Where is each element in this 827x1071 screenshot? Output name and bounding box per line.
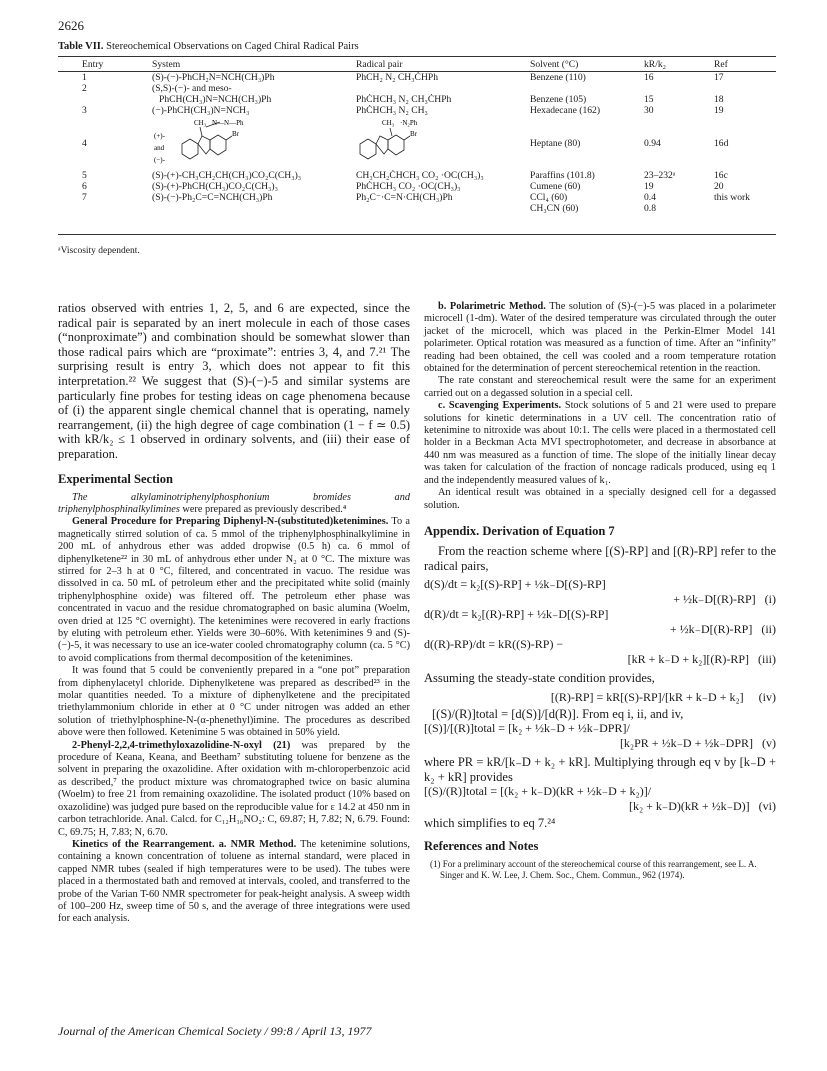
- svg-text:Br: Br: [410, 130, 417, 138]
- equation-i: d(S)/dt = k₂[(S)-RP] + ½k₋D[(S)-RP] + ½k₋D[(R)-RP] (i): [424, 577, 776, 607]
- svg-text:CH₃: CH₃: [382, 119, 395, 127]
- table-row: 7 (S)-(−)-Ph₂C=C=NCH(CH₃)Ph Ph₂C⁻·C=N·CH(CH₃)Ph CCl₄ (60) 0.4 this work: [82, 192, 750, 203]
- degassed-paragraph: The rate constant and stereochemical result were the same for an experiment carried out on a degassed solution in a special cell.: [424, 375, 776, 399]
- equation-ii: d(R)/dt = k₂[(R)-RP] + ½k₋D[(S)-RP] + ½k₋D[(R)-RP] (ii): [424, 607, 776, 637]
- svg-text:N—N—Ph: N—N—Ph: [212, 119, 244, 127]
- fluorenyl-radical-structure: [356, 116, 526, 170]
- table-bottom-rule: [58, 234, 776, 235]
- table-title: Stereochemical Observations on Caged Chiral Radical Pairs: [106, 41, 359, 52]
- simplifies-text: which simplifies to eq 7.²⁴: [424, 816, 556, 831]
- left-column: [58, 301, 410, 926]
- table-label: Table VII.: [58, 41, 104, 52]
- appendix-heading: Appendix. Derivation of Equation 7: [424, 523, 615, 538]
- table-header-row: [58, 57, 776, 72]
- col-entry: Entry: [58, 57, 152, 72]
- equation-iii: d((R)-RP)/dt = kR((S)-RP) − [kR + k₋D + k₂][(R)-RP] (iii): [424, 637, 776, 667]
- svg-text:Br: Br: [232, 130, 239, 138]
- page-number: 2626: [58, 18, 84, 33]
- discussion-paragraph: ratios observed with entries 1, 2, 5, and 6 are expected, since the radical pair is separated by an inert molecule in each of those cases (“nonproximate”) and combination should be somewhat slower than those radical pairs which are “proximate”: entries 3, 4, and 7.²¹ The surprising result is entry 3, which does not appear to fit this interpretation.²² We suggest that (S)-(−)-5 and similar systems are particularly fine probes for testing ideas on cage phenomena because of (i) the apparent single chemical channel that is operating, namely rearrangement, (ii) the high degree of cage combination (1 − f ≃ 0.5) with kR/k₂ ≤ 1 observed in ordinary solvents, and (iii) their ease of preparation.: [58, 301, 410, 461]
- svg-text:CH₃: CH₃: [194, 119, 207, 127]
- table-row: 5 (S)-(+)-CH₃CH₂CH(CH₃)CO₂C(CH₃)₃ CH₃CH₂ĊHCH₃ CO₂ ·OC(CH₃)₃ Paraffins (101.8) 23–232ᵃ 16c: [82, 170, 728, 181]
- svg-text:and: and: [154, 144, 165, 152]
- identical-result-paragraph: An identical result was obtained in a specially designed cell for a degassed solution.: [424, 487, 776, 511]
- ketenimine-procedure: General Procedure for Preparing Diphenyl-N-(substituted)ketenimines. To a magnetically stirred solution of ca. 5 mmol of the triphenylphosphinalkylimine in 200 mL of anhydrous ether was added dropwise (0.5 h) ca. 6 mmol of diphenylketene²² in 30 mL of anhydrous ether under N₂ at 0 °C. The mixture was stirred for 2–3 h at 0 °C, filtered, and concentrated in vacuo. The residue was dissolved in ca. 50 mL of petroleum ether and the precipitated white solid (mainly triphenylphosphine oxide) was filtered off. The petroleum ether phase was concentrated in vacuo and the residue chromatographed on basic alumina (Woelm, oven dried at 125 °C overnight). The ketenimines were recovered in early fractions by eluting with petroleum ether. Yields were 30–60%. With ketenimines 9 and (S)-(−)-5, it was necessary to use an ice-water cooled chromatography column (ca. 5 °C) to avoid complications from thermal decomposition of the ketenimines.: [58, 516, 410, 664]
- polarimetric-paragraph: b. Polarimetric Method. The solution of (S)-(−)-5 was placed in a polarimeter microcell (1-dm). Water of the desired temperature was circulated through the outer jacket of the microcell, which was placed in the Perkin-Elmer Model 141 polarimeter. Optical rotation was measured as a function of time. After an “infinity” reading had been obtained, the cell was cooled and a room temperature rotation obtained for the determination of percent stereochemical retention in the reaction.: [424, 301, 776, 375]
- experimental-heading: Experimental Section: [58, 471, 173, 486]
- reference-1: (1) For a preliminary account of the stereochemical course of this rearrangement, see L. A. Singer and K. W. Lee, J. Chem. Soc., Chem. Commun., 962 (1974).: [430, 859, 757, 880]
- nmr-kinetics-paragraph: Kinetics of the Rearrangement. a. NMR Method. The ketenimine solutions, containing a known concentration of toluene as internal standard, were placed in capped NMR tubes (sealed if high temperatures were to be used). The tubes were placed in a thermostated bath and removed at intervals, cooled, and transferred to the probe of the Varian T-60 NMR spectrometer for peak-height analysis. A sweep width of 100–200 Hz, sweep time of 50 s, and the average of three integrations were used for each analysis.: [58, 838, 411, 925]
- svg-text:·N₂Ph: ·N₂Ph: [400, 119, 418, 127]
- multiplying-text: where PR = kR/[k₋D + k₂ + kR]. Multiplying through eq v by [k₋D + k₂ + kR] provides: [424, 755, 776, 784]
- table-row: 3 (−)-PhCH(CH₃)N=NCH₃ PhĊHCH₃ N₂ CH₃ Hexadecane (162) 30 19: [82, 105, 724, 116]
- table-row: 6 (S)-(+)-PhCH(CH₃)CO₂C(CH₃)₃ PhĊHCH₃ CO₂ ·OC(CH₃)₃ Cumene (60) 19 20: [82, 181, 724, 192]
- table-body: [58, 72, 776, 215]
- stereochemistry-table: [58, 56, 776, 214]
- appendix-intro: From the reaction scheme where [(S)-RP] and [(R)-RP] refer to the radical pairs,: [424, 543, 776, 573]
- scavenging-paragraph: c. Scavenging Experiments. Stock solutions of 5 and 21 were used to prepare solutions for kinetic determinations in a UV cell. The concentration ratio of ketenimine to nitroxide was about 10:1. The cells were placed in a thermostated cell holder in a Beckman Acta MVI spectrophotometer, and decrease in absorbance at 440 nm was measured as a function of time. The slope of the initially linear decay was taken for calculation of the fraction of noncage radicals produced, using eq 1 and the independently measured values of k₁.: [424, 400, 776, 486]
- col-ref: Ref: [714, 57, 776, 72]
- equation-v: [(S)]/[(R)]total = [k₂ + ½k₋D + ½k₋DPR]/ [k₂PR + ½k₋D + ½k₋DPR] (v): [424, 721, 776, 751]
- radical-pair-structure-cell: [356, 116, 530, 170]
- col-solvent: Solvent (°C): [530, 57, 644, 72]
- table-row: PhCH(CH₃)N=NCH(CH₃)Ph PhĊHCH₃ N₂ CH₃ĊHPh Benzene (105) 15 18: [159, 94, 724, 105]
- table-row: 4 (+)- and (−)- CH₃ N—N—Ph Br CH₃ ·N₂Ph Br Heptane (80) 0.94 16d: [58, 116, 776, 170]
- oxazolidine-paragraph: 2-Phenyl-2,2,4-trimethyloxazolidine-N-oxyl (21) was prepared by the procedure of Keana, Keana, and Beetham⁷ substituting toluene for benzene as the solvent in preparing the oxazolidine. After oxidation with m-chloroperbenzoic acid as described,⁷ the product mixture was chromatographed twice on basic alumina (Woelm) to free 21 from remaining oxazolidine. The isolated product (10% based on oxazolidine) was judged pure based on the reproducible value for ε 14.2 at 450 nm in carbon tetrachloride. Anal. Calcd. for C₁₂H₁₆NO₂: C, 69.87; H, 7.82; N, 6.79. Found: C, 69.75; H, 7.83; N, 6.70.: [58, 739, 411, 838]
- journal-footer: Journal of the American Chemical Society / 99:8 / April 13, 1977: [58, 1024, 372, 1038]
- table-row: 2 (S,S)-(−)- and meso-: [82, 83, 232, 94]
- ratio-definition: [(S)/(R)]total = [d(S)]/[d(R)]. From eq i, ii, and iv,: [432, 706, 684, 721]
- experimental-intro: The alkylaminotriphenylphosphonium bromides and triphenylphosphinalkylimines were prepared as previously described.⁴: [58, 491, 410, 515]
- azo-fluorene-structure: [152, 116, 352, 170]
- table-row: CH₃CN (60) 0.8: [530, 203, 656, 214]
- table-caption: [58, 41, 359, 52]
- svg-text:(+)-: (+)-: [154, 132, 165, 140]
- equation-vi: [(S)/(R)]total = [(k₂ + k₋D)(kR + ½k₋D + k₂)]/ [k₂ + k₋D)(kR + ½k₋D)] (vi): [424, 784, 776, 814]
- right-column: [424, 301, 776, 880]
- table-row: 1 (S)-(−)-PhCH₂N=NCH(CH₃)Ph PhCH₂ N₂ CH₃ĊHPh Benzene (110) 16 17: [82, 72, 724, 83]
- system-structure-cell: [152, 116, 356, 170]
- steady-state-text: Assuming the steady-state condition provides,: [424, 671, 655, 686]
- table-footnote: ᵃViscosity dependent.: [58, 246, 140, 256]
- one-pot-paragraph: It was found that 5 could be conveniently prepared in a “one pot” preparation from diphenylacetyl chloride. Diphenylketene was prepared as described²³ in the molar quantities needed. To a mixture of diphenylketene and the precipitated triethylammonium chloride in ether at 0 °C under nitrogen was added an ether solution of triethylphosphine-N-(α-phenethyl)imine. The procedures as described above were then followed. Ketenimine 5 was obtained in 50% yield.: [58, 665, 410, 739]
- col-system: System: [152, 57, 356, 72]
- col-radical-pair: Radical pair: [356, 57, 530, 72]
- col-kr-ratio: kR/k₂: [644, 57, 714, 72]
- svg-text:(−)-: (−)-: [154, 156, 165, 164]
- references-heading: References and Notes: [424, 839, 539, 854]
- equation-iv: [(R)-RP] = kR[(S)-RP]/[kR + k₋D + k₂] (iv): [550, 689, 776, 704]
